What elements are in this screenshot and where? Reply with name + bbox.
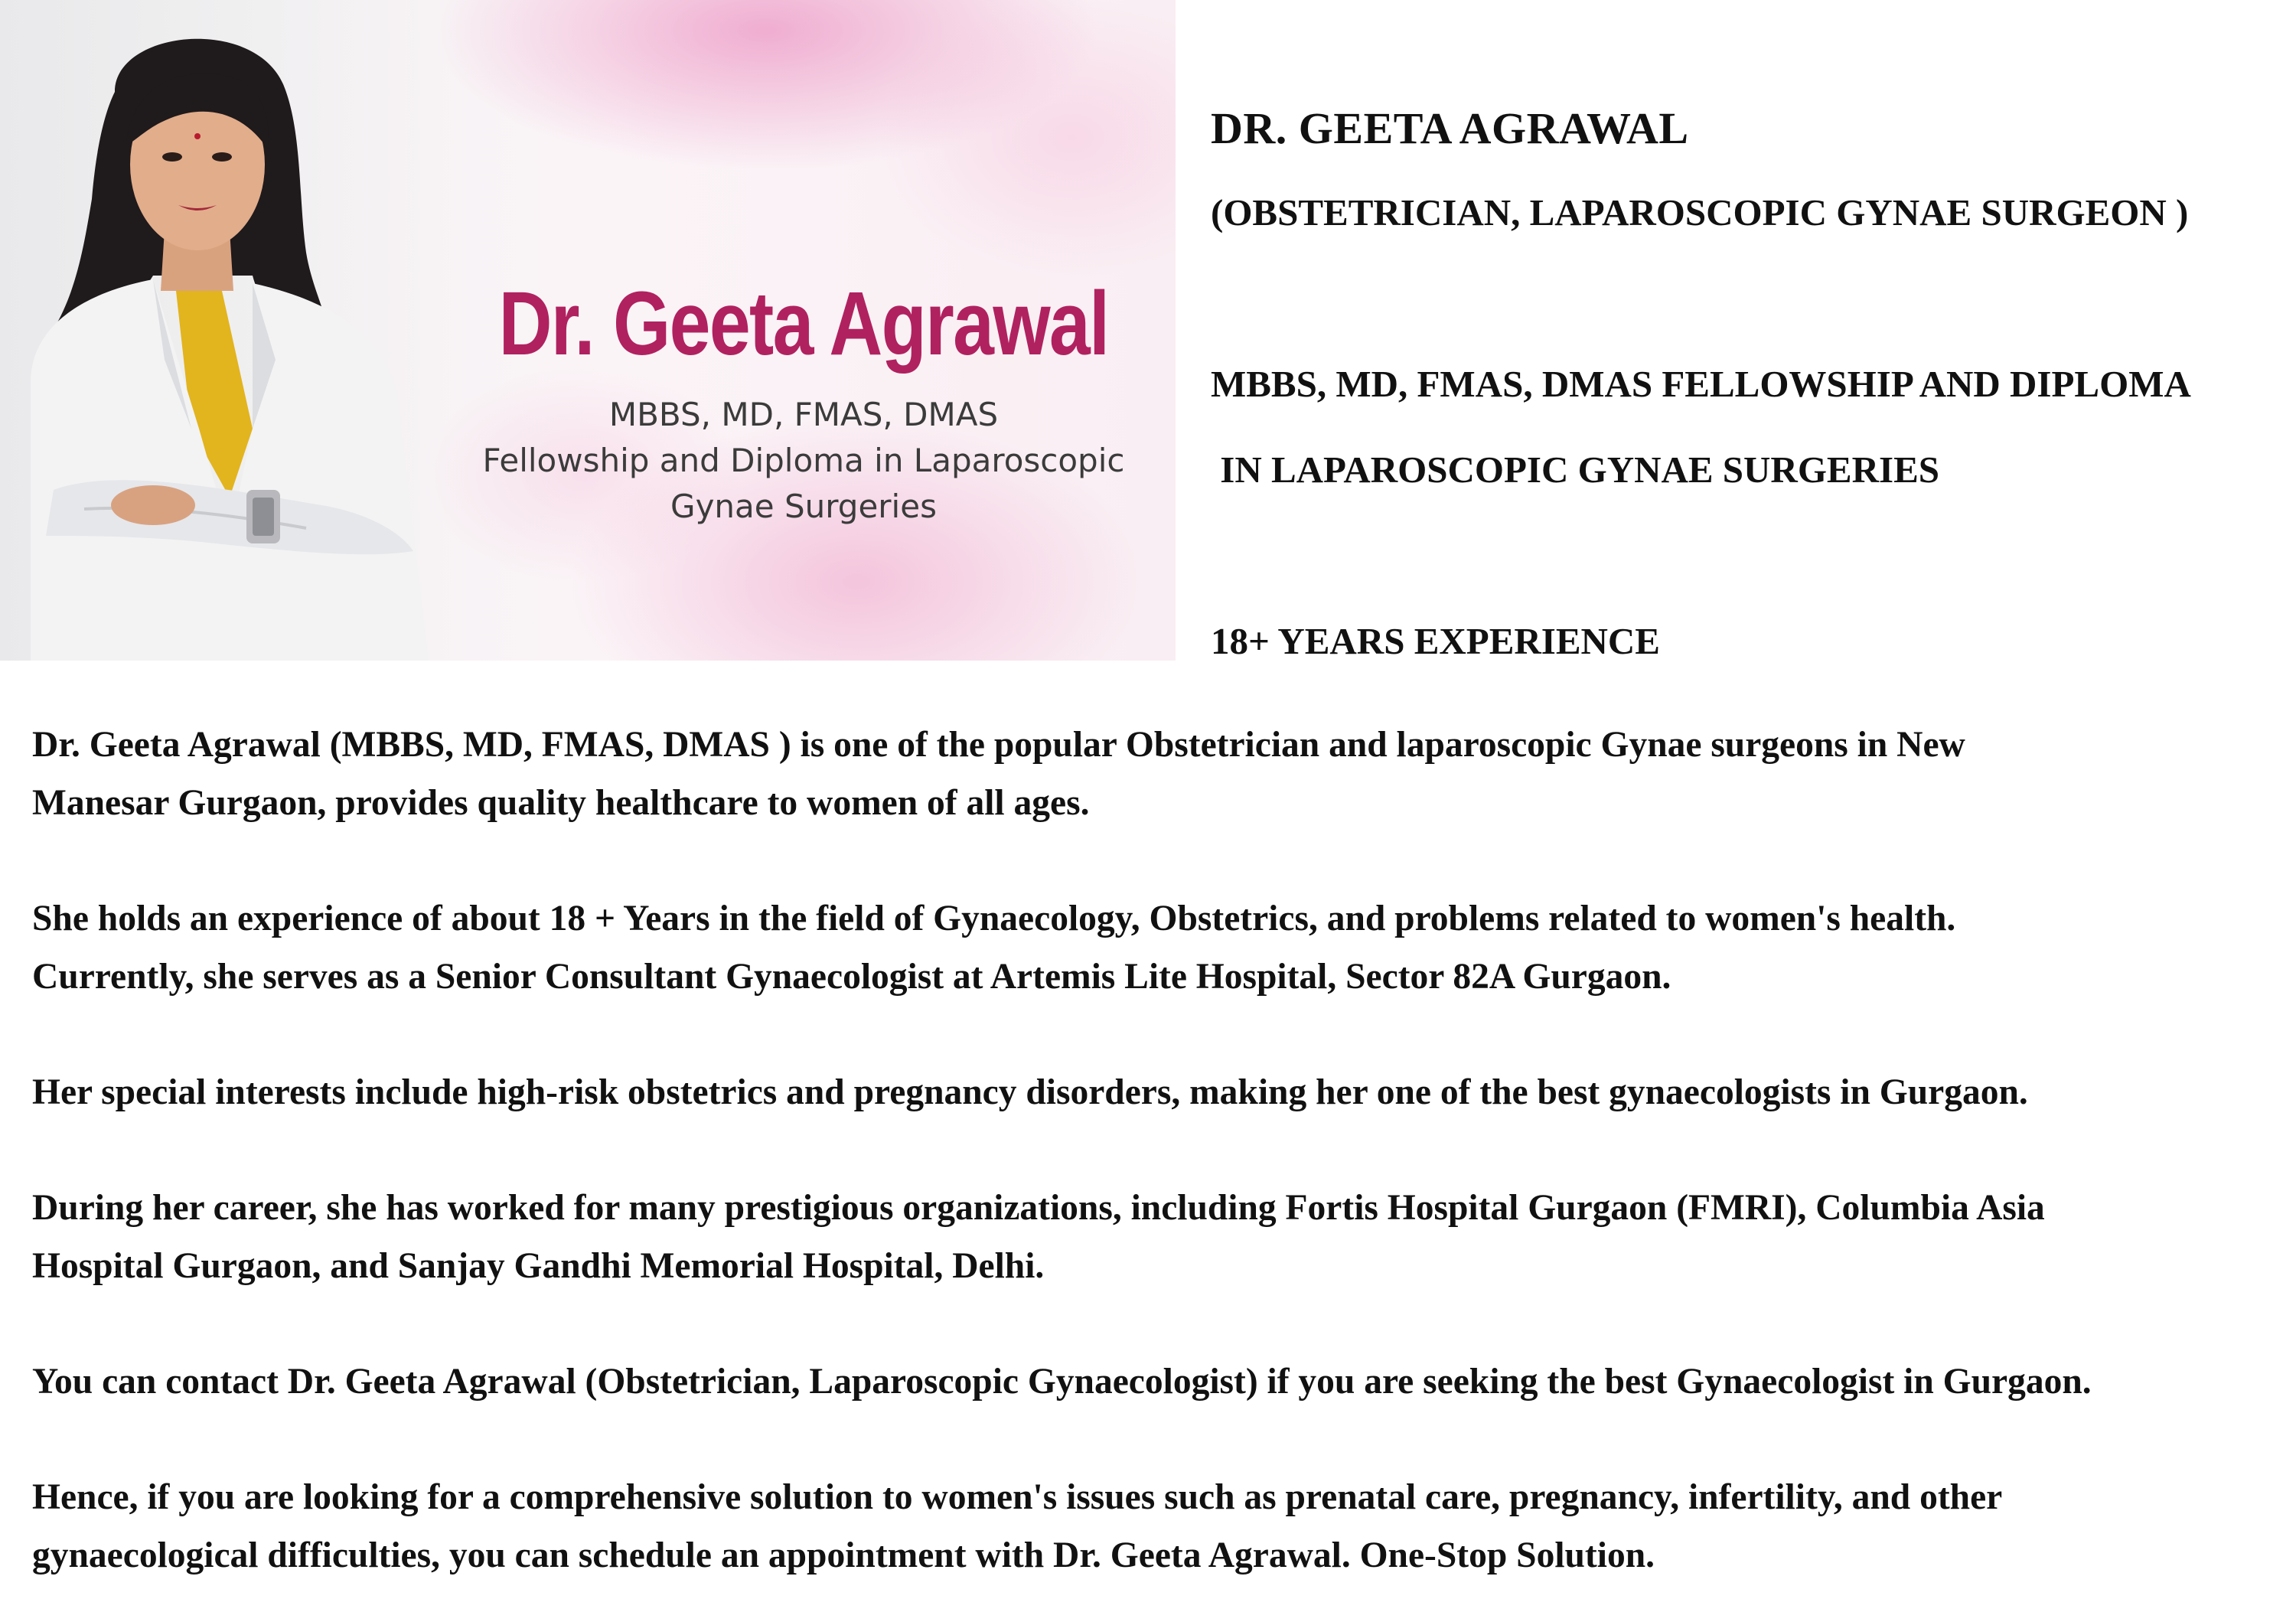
info-experience: 18+ YEARS EXPERIENCE [1211,620,1660,662]
paragraph-line: During her career, she has worked for many prestigious organizations, including Fortis Hospital Gurgaon (FMRI), Columbia Asia [32,1188,2045,1228]
paragraph-line: Hospital Gurgaon, and Sanjay Gandhi Memorial Hospital, Delhi. [32,1246,1045,1286]
banner-credentials-line: MBBS, MD, FMAS, DMAS [608,396,999,433]
info-specialty: (OBSTETRICIAN, LAPAROSCOPIC GYNAE SURGEON ) [1211,191,2189,233]
doctor-info [1211,73,2282,684]
paragraph-line: You can contact Dr. Geeta Agrawal (Obstetrician, Laparoscopic Gynaecologist) if you are seeking the best Gynaecologist in Gurgaon. [32,1362,2092,1402]
doctor-banner [0,0,1176,661]
paragraph-experience [32,889,2290,1006]
doctor-portrait [0,0,459,661]
paragraph-contact [32,1353,2290,1411]
paragraph-line: gynaecological difficulties, you can schedule an appointment with Dr. Geeta Agrawal. One-Stop Solution. [32,1535,1655,1575]
banner-credentials-line: Fellowship and Diploma in Laparoscopic [482,442,1125,479]
paragraph-line: Currently, she serves as a Senior Consultant Gynaecologist at Artemis Lite Hospital, Sector 82A Gurgaon. [32,957,1671,997]
info-qualifications-cont: IN LAPAROSCOPIC GYNAE SURGERIES [1211,449,1940,491]
info-doctor-name: DR. GEETA AGRAWAL [1211,103,1689,153]
banner-credentials-line: Gynae Surgeries [670,488,937,525]
paragraph-line: Manesar Gurgaon, provides quality healthcare to women of all ages. [32,783,1090,823]
banner-doctor-name: Dr. Geeta Agrawal [498,273,1109,374]
doctor-description [32,716,2290,1584]
paragraph-solution [32,1468,2290,1584]
paragraph-interests [32,1063,2290,1121]
paragraph-line: She holds an experience of about 18 + Years in the field of Gynaecology, Obstetrics, and problems related to women's health. [32,899,1956,938]
paragraph-career [32,1179,2290,1295]
paragraph-intro [32,716,2290,832]
info-qualifications: MBBS, MD, FMAS, DMAS FELLOWSHIP AND DIPLOMA [1211,363,2191,405]
paragraph-line: Dr. Geeta Agrawal (MBBS, MD, FMAS, DMAS ) is one of the popular Obstetrician and laparoscopic Gynae surgeons in New [32,725,1965,765]
paragraph-line: Hence, if you are looking for a comprehensive solution to women's issues such as prenatal care, pregnancy, infertility, and other [32,1477,2003,1517]
paragraph-line: Her special interests include high-risk obstetrics and pregnancy disorders, making her one of the best gynaecologists in Gurgaon. [32,1072,2028,1112]
banner-credentials [429,392,1176,530]
